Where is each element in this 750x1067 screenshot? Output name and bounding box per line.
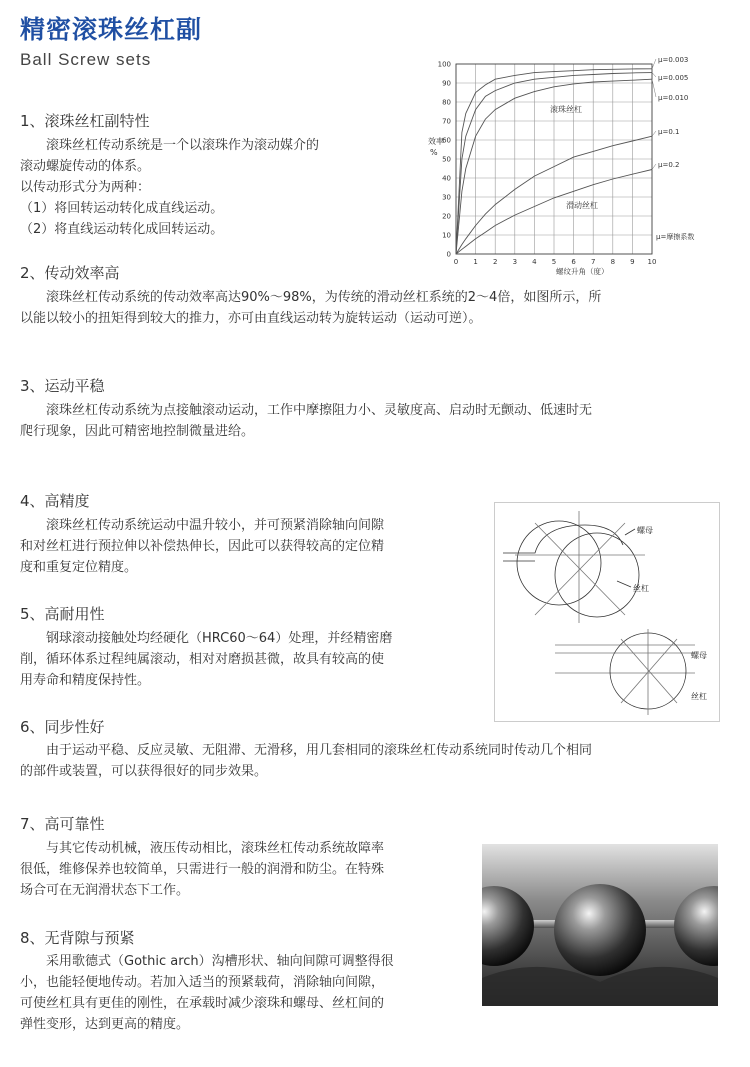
section-6-heading: 6、同步性好 [20, 718, 105, 736]
y-tick-label: 80 [442, 98, 451, 107]
ball-2 [554, 884, 646, 976]
x-tick-label: 6 [571, 258, 576, 266]
section-1-body: 滚珠丝杠传动系统是一个以滚珠作为滚动媒介的 滚动螺旋传动的体系。 以传动形式分为两种： （1）将回转运动转化成直线运动。 （2）将直线运动转化成回转运动。 [20, 138, 320, 237]
y-tick-label: 40 [442, 174, 451, 183]
x-tick-label: 10 [647, 258, 657, 266]
label-screw-bottom: 丝杠 [691, 692, 707, 701]
ball-groove-photo [482, 844, 718, 1006]
y-tick-label: 70 [442, 117, 451, 126]
chart-xlabel: 螺纹升角（度） [556, 267, 609, 276]
series-leader-4 [652, 131, 656, 136]
series-leader-5 [652, 164, 656, 169]
x-tick-label: 3 [512, 258, 518, 266]
section-5-body: 钢球滚动接触处均经硬化（HRC60～64）处理，并经精密磨 削，循环体系过程纯属滚动，相对对磨损甚微，故具有较高的使 用寿命和精度保持性。 [20, 631, 393, 688]
x-tick-label: 5 [551, 258, 557, 266]
section-3-body: 滚珠丝杠传动系统为点接触滚动运动，工作中摩擦阻力小、灵敏度高、启动时无颤动、低速时无 爬行现象，因此可精密地控制微量进给。 [20, 403, 593, 439]
efficiency-chart [418, 56, 738, 278]
section-3-heading: 3、运动平稳 [20, 377, 105, 395]
x-tick-label: 8 [610, 258, 616, 266]
y-tick-label: 100 [437, 60, 451, 69]
series-label-2: μ=0.005 [658, 74, 689, 82]
section-6-body: 由于运动平稳、反应灵敏、无阻滞、无滑移，用几套相同的滚珠丝杠传动系统同时传动几个相同 的部件或装置，可以获得很好的同步效果。 [20, 743, 593, 779]
label-nut-bottom: 螺母 [691, 651, 707, 660]
section-1-heading: 1、滚珠丝杠副特性 [20, 112, 150, 130]
y-tick-label: 90 [442, 79, 451, 88]
chart-annotation-slidingscrew: 滑动丝杠 [566, 201, 598, 210]
y-tick-label: 60 [442, 136, 451, 145]
y-tick-label: 30 [442, 193, 451, 202]
section-2-body: 滚珠丝杠传动系统的传动效率高达90%～98%，为传统的滑动丝杠系统的2～4倍，如图所示，所 以能以较小的扭矩得到较大的推力，亦可由直线运动转为旋转运动（运动可逆）。 [20, 290, 602, 326]
label-screw-top: 丝杠 [633, 584, 649, 593]
contact-diagram [494, 502, 720, 722]
series-label-4: μ=0.1 [658, 128, 680, 136]
section-8-body: 采用歌德式（Gothic arch）沟槽形状、轴向间隙可调整得很 小，也能轻便地传动。若加入适当的预紧载荷，消除轴向间隙， 可使丝杠具有更佳的刚性，在承载时减少滚珠和螺母、丝杠间的 弹性变形，达到更高的精度。 [20, 954, 394, 1032]
section-5-heading: 5、高耐用性 [20, 605, 105, 623]
series-label-5: μ=0.2 [658, 161, 680, 169]
section-2-heading: 2、传动效率高 [20, 264, 120, 282]
chart-series-labels [652, 56, 688, 169]
section-4-body: 滚珠丝杠传动系统运动中温升较小，并可预紧消除轴向间隙 和对丝杠进行预拉伸以补偿热伸长，因此可以获得较高的定位精 度和重复定位精度。 [20, 518, 385, 575]
y-tick-label: 10 [442, 231, 451, 240]
x-tick-label: 4 [532, 258, 537, 266]
series-label-3: μ=0.010 [658, 94, 689, 102]
x-tick-label: 0 [453, 258, 459, 266]
chart-ylabel: 效率% [428, 137, 444, 157]
series-leader-3 [652, 79, 656, 97]
section-8-heading: 8、无背隙与预紧 [20, 929, 135, 947]
chart-mu-note: μ=摩擦系数 [656, 233, 695, 241]
y-tick-label: 20 [442, 212, 451, 221]
x-tick-label: 2 [492, 258, 498, 266]
page-title: 精密滚珠丝杠副 [20, 15, 203, 44]
x-tick-label: 1 [473, 258, 478, 266]
nut-groove-line [503, 525, 623, 553]
series-leader-2 [652, 73, 656, 77]
y-tick-label: 0 [446, 250, 451, 259]
x-tick-label: 7 [590, 258, 596, 266]
label-nut-top: 螺母 [637, 526, 653, 535]
chart-grid [456, 64, 652, 254]
section-7-body: 与其它传动机械，液压传动相比，滚珠丝杠传动系统故障率 很低，维修保养也较简单，只需进行一般的润滑和防尘。在特殊 场合可在无润滑状态下工作。 [20, 841, 385, 898]
chart-annotation-ballscrew: 滚珠丝杠 [550, 105, 582, 114]
section-4-heading: 4、高精度 [20, 492, 90, 510]
section-7-heading: 7、高可靠性 [20, 815, 105, 833]
y-tick-label: 50 [442, 155, 451, 164]
x-tick-label: 9 [630, 258, 635, 266]
series-label-1: μ=0.003 [658, 56, 689, 64]
page-subtitle: Ball Screw sets [20, 50, 152, 69]
series-leader-1 [652, 59, 656, 69]
